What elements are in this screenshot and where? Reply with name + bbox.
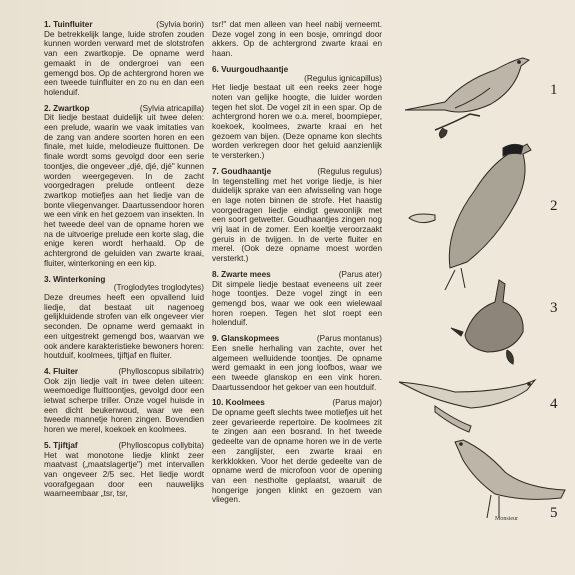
entry-6 [212,65,382,161]
left-column [44,20,204,505]
entry-text: Ook zijn liedje valt in twee delen uiteen: weemoedige fluittoontjes, gevolgd door een ietwat scherpe triller. Onze vogel huisde in een dicht beukenwoud, waar we een tweede mannetje horen zingen. Bovendien horen we merel, koekoek en koolmees. [44,376,204,435]
entry-title: 7. Goudhaantje [212,166,272,176]
entry-latin: (Sylvia atricapilla) [139,103,204,113]
entry-9 [212,334,382,392]
entry-1 [44,20,204,98]
entry-4 [44,367,204,435]
entry-title: 4. Fluiter [44,366,79,376]
illustrator-signature: Monsieur [495,516,518,522]
entry-title: 5. Tjiftjaf [44,440,78,450]
entry-2 [44,104,204,269]
continued-text: tsr!" dat men alleen van heel nabij verneemt. Deze vogel zong in een bosje, omringd door akkers. Op de achtergrond zwarte kraai en haan. [212,20,382,59]
bird-illustration-3 [451,280,523,364]
bird-illustration-2 [409,144,531,290]
bird-illustrations [395,40,575,540]
entry-latin: (Sylvia borin) [156,20,204,29]
right-column [212,20,382,511]
entry-title: 9. Glanskopmees [212,334,280,344]
entry-text: In tegenstelling met het vorige liedje, is hier duidelijk sprake van een afwisseling van hoge en lage noten binnen de strofe. Het haastig voorgedragen liedje eindigt gewoonlijk met een soort getwetter. Goudhaantjes zingen nog vrij laat in de zomer. Een koeltje veroorzaakt geruis in de twijgen. In de verte fluiter en merel. (Ook deze opname moest worden versterkt.) [212,176,382,264]
entry-title: 2. Zwartkop [44,103,90,113]
entry-latin: (Phylloscopus collybita) [118,440,204,450]
entry-5 [44,441,204,499]
entry-latin: (Phylloscopus sibilatrix) [118,366,204,376]
entry-8 [212,270,382,328]
figure-number-1: 1 [550,82,558,98]
entry-text: Het liedje bestaat uit een reeks zeer hoge noten van gelijke hoogte, die luider worden tegen het slot. De vogel zit in een spar. Op de achtergrond horen we o.a. merel, boompieper, koekoek, koolmees, zwarte kraai en het gezoem van bijen. (Deze opname kon slechts worden verkregen door het geluid aanzienlijk te versterken.) [212,83,382,161]
figure-number-4: 4 [550,396,558,412]
entry-text: De betrekkelijk lange, luide strofen zouden kunnen worden verward met de slotstrofen van een zwartkopje. De opname werd gemaakt in de ondergroei van een gemengd bos. Op de achtergrond horen we een tweede tuinfluiter en zo nu en dan een holenduif. [44,29,204,97]
bird-illustration-4 [399,380,535,432]
entry-3 [44,275,204,361]
entry-latin: (Regulus ignicapillus) [304,73,382,83]
entry-text: Dit liedje bestaat duidelijk uit twee delen: een prelude, waarin we vaak imitaties van de zang van andere soorten horen en een finale, met luide, melodieuze fluittonen. De finale wordt soms gevolgd door een serie toontjes, die ongeveer „djé, djé, djé" kunnen worden weergegeven. In de zacht voorgedragen prelude ontleent deze zwartkop motiefjes aan het liedje van de bonte vliegenvanger. Daartussendoor horen we een vink en het gezoem van insekten. In het tweede deel van de opname horen we na de uitvoerige prelude een korte slag, die enige keren wordt herhaald. Op de achtergrond de geluiden van zwarte kraai, fluiter, winterkoning en een kip. [44,113,204,268]
entry-text: Deze dreumes heeft een opvallend luid liedje, dat bestaat uit nagenoeg gelijkluidende strofen van elk ongeveer vier seconden. De opname werd gemaakt in een uitgestrekt gemengd bos, waarvan we ook andere karakteristieke bewoners horen: houtduif, koolmees, tjiftjaf en fluiter. [44,292,204,361]
entry-latin: (Troglodytes troglodytes) [113,283,204,293]
entry-10 [212,398,382,505]
entry-text: Dit simpele liedje bestaat eveneens uit zeer hoge toontjes. Deze vogel zingt in een gemengd bos, waar we ook een wielewaal horen roepen. Tegen het slot roept een holenduif. [212,279,382,328]
bird-illustration-1 [405,58,529,138]
entry-latin: (Parus major) [332,398,382,408]
entry-text: Het wat monotone liedje klinkt zeer maatvast („maatslagertje") met intervallen van ongeveer 2/5 sec. Het liedje wordt voorafgegaan door een nauwelijks waarneembaar „tsr, tsr, [44,450,204,499]
entry-title: 6. Vuurgoudhaantje [212,64,289,74]
figure-number-2: 2 [550,198,558,214]
entry-latin: (Parus montanus) [316,334,382,344]
entry-text: De opname geeft slechts twee motiefjes uit het zeer gevarieerde repertoire. De koolmees zit te zingen aan een bosrand. In het tweede gedeelte van de opname horen we in de verte een zanglijster, een zwarte kraai en kerkklokken. Voor het derde gedeelte van de opname werd de microfoon voor de opening van een nestholte geplaatst, waaruit de hongerige jongen klinkt en gezoem van vliegen. [212,408,382,505]
bird-illustration-5 [455,440,565,518]
figure-number-5: 5 [550,505,558,521]
entry-title: 3. Winterkoning [44,274,106,284]
entry-title: 10. Koolmees [212,398,265,408]
entry-7 [212,167,382,264]
entry-title: 8. Zwarte mees [212,269,271,279]
figure-number-3: 3 [550,300,558,316]
entry-latin: (Regulus regulus) [317,166,382,176]
entry-title: 1. Tuinfluiter [44,20,93,29]
entry-text: Een snelle herhaling van zachte, over het algemeen welluidende toontjes. De opname werd gemaakt in een jong loofbos, waar we een tweede glanskop en een vink horen. Daartussendoor het gekoer van een houtduif. [212,343,382,392]
entry-latin: (Parus ater) [338,269,382,279]
